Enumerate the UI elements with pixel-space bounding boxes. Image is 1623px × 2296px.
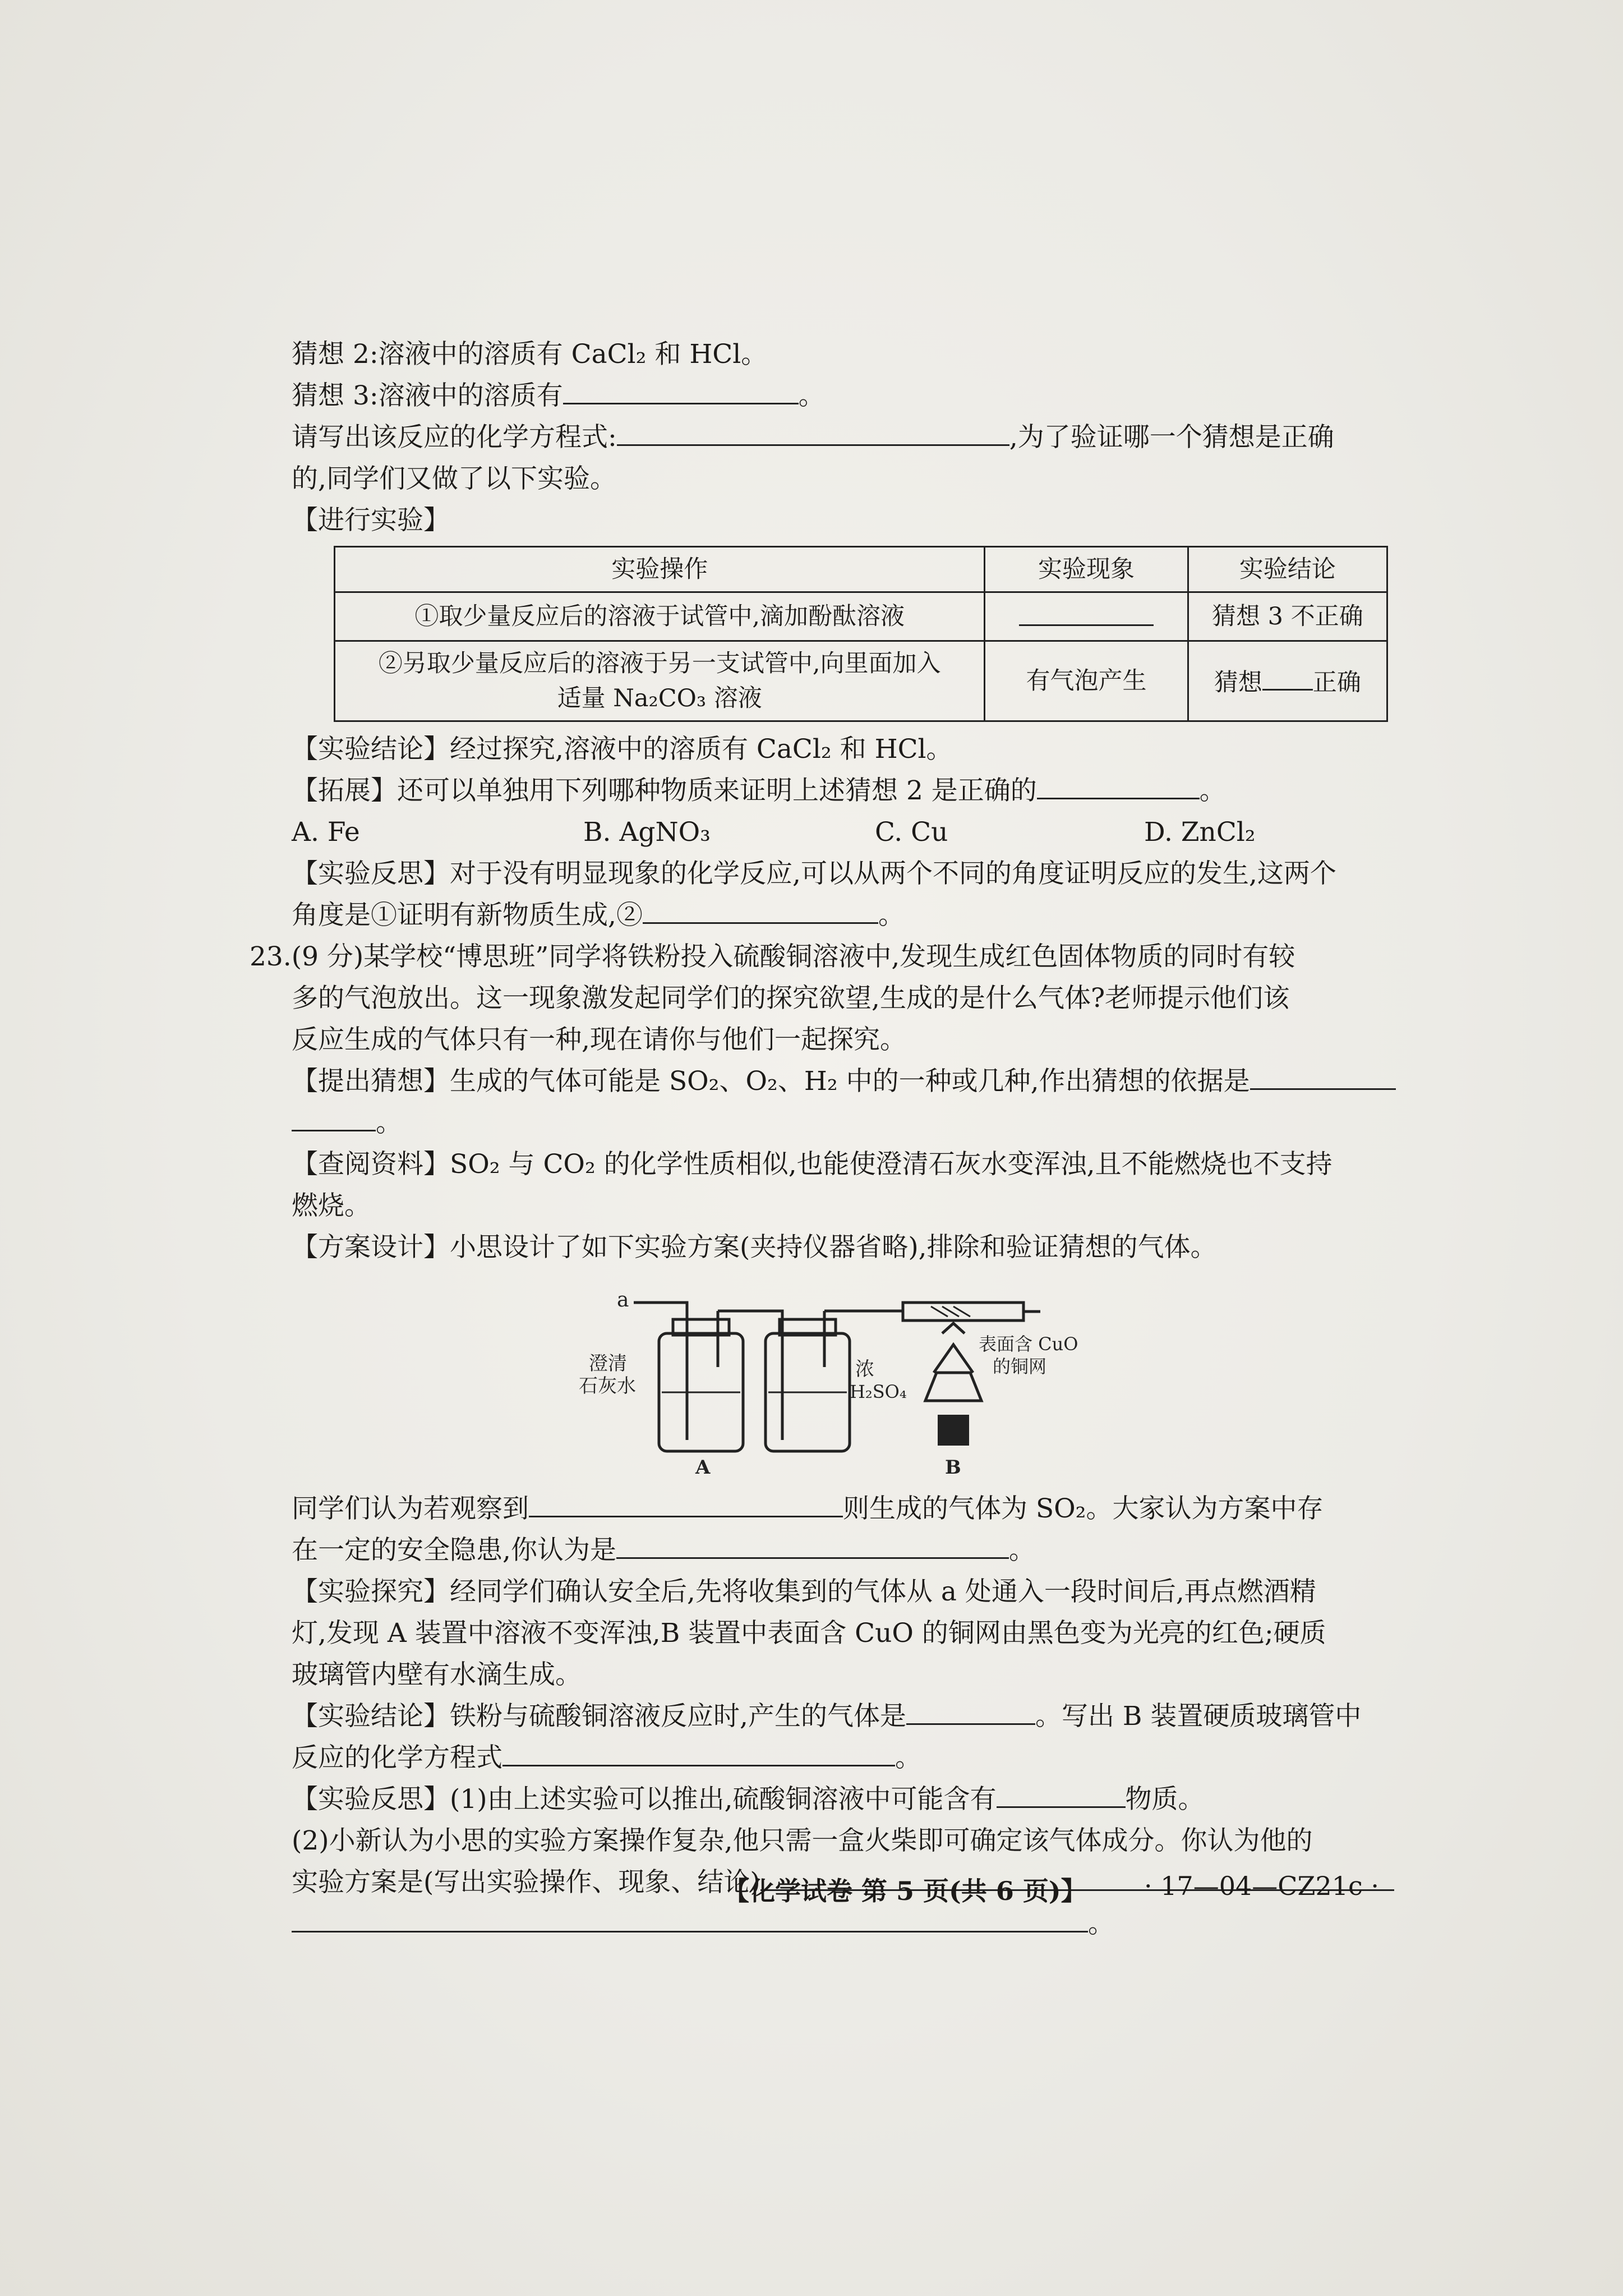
guess-3-blank[interactable]: [563, 376, 799, 404]
conclusion-line: [292, 1696, 1424, 1737]
hypothesis-blank[interactable]: [1250, 1061, 1396, 1090]
guess-3-end: 。: [798, 380, 825, 411]
reflect-line-2: [292, 895, 1424, 936]
table-row: [335, 592, 1387, 641]
equation-text: 请写出该反应的化学方程式:: [292, 422, 617, 453]
table-header-row: [335, 547, 1387, 592]
guess-3-text: 猜想 3:溶液中的溶质有: [292, 380, 563, 411]
equation-tail: ,为了验证哪一个猜想是正确: [1009, 422, 1334, 453]
experiment-conclusion: 【实验结论】经过探究,溶液中的溶质有 CaCl₂ 和 HCl。: [292, 734, 953, 765]
row2-operation: [335, 641, 985, 721]
hazard-text: 在一定的安全隐患,你认为是: [292, 1535, 616, 1566]
reflect-line-1: 【实验反思】对于没有明显现象的化学反应,可以从两个不同的角度证明反应的发生,这两个: [292, 858, 1336, 889]
equation-continue: 的,同学们又做了以下实验。: [292, 463, 616, 494]
guess-2-line: 猜想 2:溶液中的溶质有 CaCl₂ 和 HCl。: [292, 339, 768, 370]
reflect-blank[interactable]: [643, 895, 878, 924]
substance-blank[interactable]: [997, 1779, 1126, 1808]
extend-end: 。: [1199, 775, 1226, 806]
row2-conclusion-text: 猜想: [1214, 669, 1262, 697]
conclusion-tail: 。写出 B 装置硬质玻璃管中: [1035, 1701, 1362, 1732]
explore-line-2: 灯,发现 A 装置中溶液不变浑浊,B 装置中表面含 CuO 的铜网由黑色变为光亮的红色;硬质: [292, 1618, 1326, 1649]
label-limewater-2: 石灰水: [579, 1375, 636, 1397]
reflect-1-line: [292, 1779, 1424, 1820]
equation-blank[interactable]: [617, 417, 1009, 446]
observe-line: [292, 1488, 1424, 1530]
header-operation: 实验操作: [335, 547, 985, 592]
reflect-1-tail: 物质。: [1125, 1784, 1205, 1815]
explore-line-3: 玻璃管内壁有水滴生成。: [292, 1659, 582, 1690]
footer-page-info: 【化学试卷 第 5 页(共 6 页)】: [723, 1876, 1087, 1906]
question-number: 23.: [250, 941, 292, 972]
hypothesis-text: 【提出猜想】生成的气体可能是 SO₂、O₂、H₂ 中的一种或几种,作出猜想的依据是: [292, 1066, 1250, 1097]
hazard-blank[interactable]: [616, 1530, 1009, 1559]
hazard-end: 。: [1008, 1535, 1035, 1566]
label-a: a: [617, 1289, 629, 1312]
row1-operation: ①取少量反应后的溶液于试管中,滴加酚酞溶液: [335, 592, 985, 641]
extend-blank[interactable]: [1037, 771, 1200, 799]
reflect-2-line-3: [292, 1903, 1424, 1945]
q23-line-3: 反应生成的气体只有一种,现在请你与他们一起探究。: [292, 1024, 906, 1055]
row2-conclusion-blank[interactable]: [1262, 662, 1313, 691]
table-row: [335, 641, 1387, 721]
row2-phenomenon: 有气泡产生: [985, 641, 1188, 721]
option-d[interactable]: D. ZnCl₂: [1144, 817, 1256, 848]
label-B: B: [945, 1456, 961, 1479]
q23-line-2: 多的气泡放出。这一现象激发起同学们的探究欲望,生成的是什么气体?老师提示他们该: [292, 983, 1290, 1014]
label-limewater-1: 澄清: [589, 1352, 627, 1375]
extend-line: [292, 770, 1424, 812]
hypothesis-end-line: [292, 1102, 1424, 1144]
reflect-1-text: 【实验反思】(1)由上述实验可以推出,硫酸铜溶液中可能含有: [292, 1784, 997, 1815]
label-A: A: [695, 1456, 711, 1479]
label-acid-1: 浓: [855, 1358, 874, 1381]
label-cuo-2: 的铜网: [993, 1356, 1047, 1377]
reflect-2-line-1: (2)小新认为小思的实验方案操作复杂,他只需一盒火柴即可确定该气体成分。你认为他的: [292, 1825, 1313, 1856]
option-a[interactable]: A. Fe: [292, 817, 360, 848]
extend-text: 【拓展】还可以单独用下列哪种物质来证明上述猜想 2 是正确的: [292, 775, 1037, 806]
extend-options: [292, 812, 1424, 853]
exam-content: [250, 334, 1424, 1945]
observe-text: 同学们认为若观察到: [292, 1493, 529, 1524]
row2-operation-line1: ②另取少量反应后的溶液于另一支试管中,向里面加入: [378, 650, 941, 678]
option-c[interactable]: C. Cu: [875, 817, 948, 848]
gas-blank[interactable]: [906, 1696, 1035, 1725]
header-phenomenon: 实验现象: [985, 547, 1188, 592]
footer-code: · 17—04—CZ21c ·: [1144, 1871, 1380, 1901]
header-conclusion: 实验结论: [1188, 547, 1387, 592]
row2-conclusion: [1188, 641, 1387, 721]
reflect-end: 。: [878, 900, 905, 931]
observe-blank[interactable]: [529, 1489, 843, 1517]
option-b[interactable]: B. AgNO₃: [583, 817, 711, 848]
explore-line-1: 【实验探究】经同学们确认安全后,先将收集到的气体从 a 处通入一段时间后,再点燃酒精: [292, 1576, 1316, 1607]
hypothesis-line: [292, 1061, 1424, 1102]
reflect-2-text: 实验方案是(写出实验操作、现象、结论): [292, 1867, 760, 1898]
guess-3-line: [292, 375, 1424, 417]
label-acid-2: H₂SO₄: [850, 1381, 907, 1402]
consult-line-1: 【查阅资料】SO₂ 与 CO₂ 的化学性质相似,也能使澄清石灰水变浑浊,且不能燃烧也不支持: [292, 1149, 1332, 1180]
conclusion-equation-text: 反应的化学方程式: [292, 1742, 502, 1773]
do-experiment-heading: 【进行实验】: [292, 505, 450, 536]
observe-tail: 则生成的气体为 SO₂。大家认为方案中存: [843, 1493, 1324, 1524]
apparatus-diagram: [579, 1272, 1078, 1485]
row1-phenomenon: [985, 592, 1188, 641]
design-line: 【方案设计】小思设计了如下实验方案(夹持仪器省略),排除和验证猜想的气体。: [292, 1232, 1217, 1263]
consult-line-2: 燃烧。: [292, 1190, 371, 1221]
equation-line: [292, 417, 1424, 458]
q23-text-1: (9 分)某学校“博思班”同学将铁粉投入硫酸铜溶液中,发现生成红色固体物质的同时有较: [291, 941, 1295, 972]
q23-line-1: [250, 936, 1424, 978]
conclusion-equation-end: 。: [895, 1742, 921, 1773]
conclusion-equation-line: [292, 1737, 1424, 1779]
hazard-line: [292, 1530, 1424, 1571]
experiment-table: [334, 546, 1388, 722]
equation-b-blank[interactable]: [502, 1738, 895, 1766]
hypothesis-blank-cont[interactable]: [292, 1103, 376, 1131]
row1-phenomenon-blank[interactable]: [1019, 597, 1154, 626]
hypothesis-end: 。: [376, 1107, 402, 1138]
reflect-2-end: 。: [1088, 1908, 1114, 1939]
plan-blank-2[interactable]: [292, 1904, 1088, 1932]
label-cuo-1: 表面含 CuO: [979, 1333, 1078, 1355]
conclusion-text: 【实验结论】铁粉与硫酸铜溶液反应时,产生的气体是: [292, 1701, 906, 1732]
apparatus-figure: [292, 1272, 1424, 1485]
row2-operation-line2: 适量 Na₂CO₃ 溶液: [557, 684, 762, 712]
reflect-text: 角度是①证明有新物质生成,②: [292, 900, 643, 931]
row2-conclusion-tail: 正确: [1312, 669, 1361, 697]
row1-conclusion: 猜想 3 不正确: [1188, 592, 1387, 641]
